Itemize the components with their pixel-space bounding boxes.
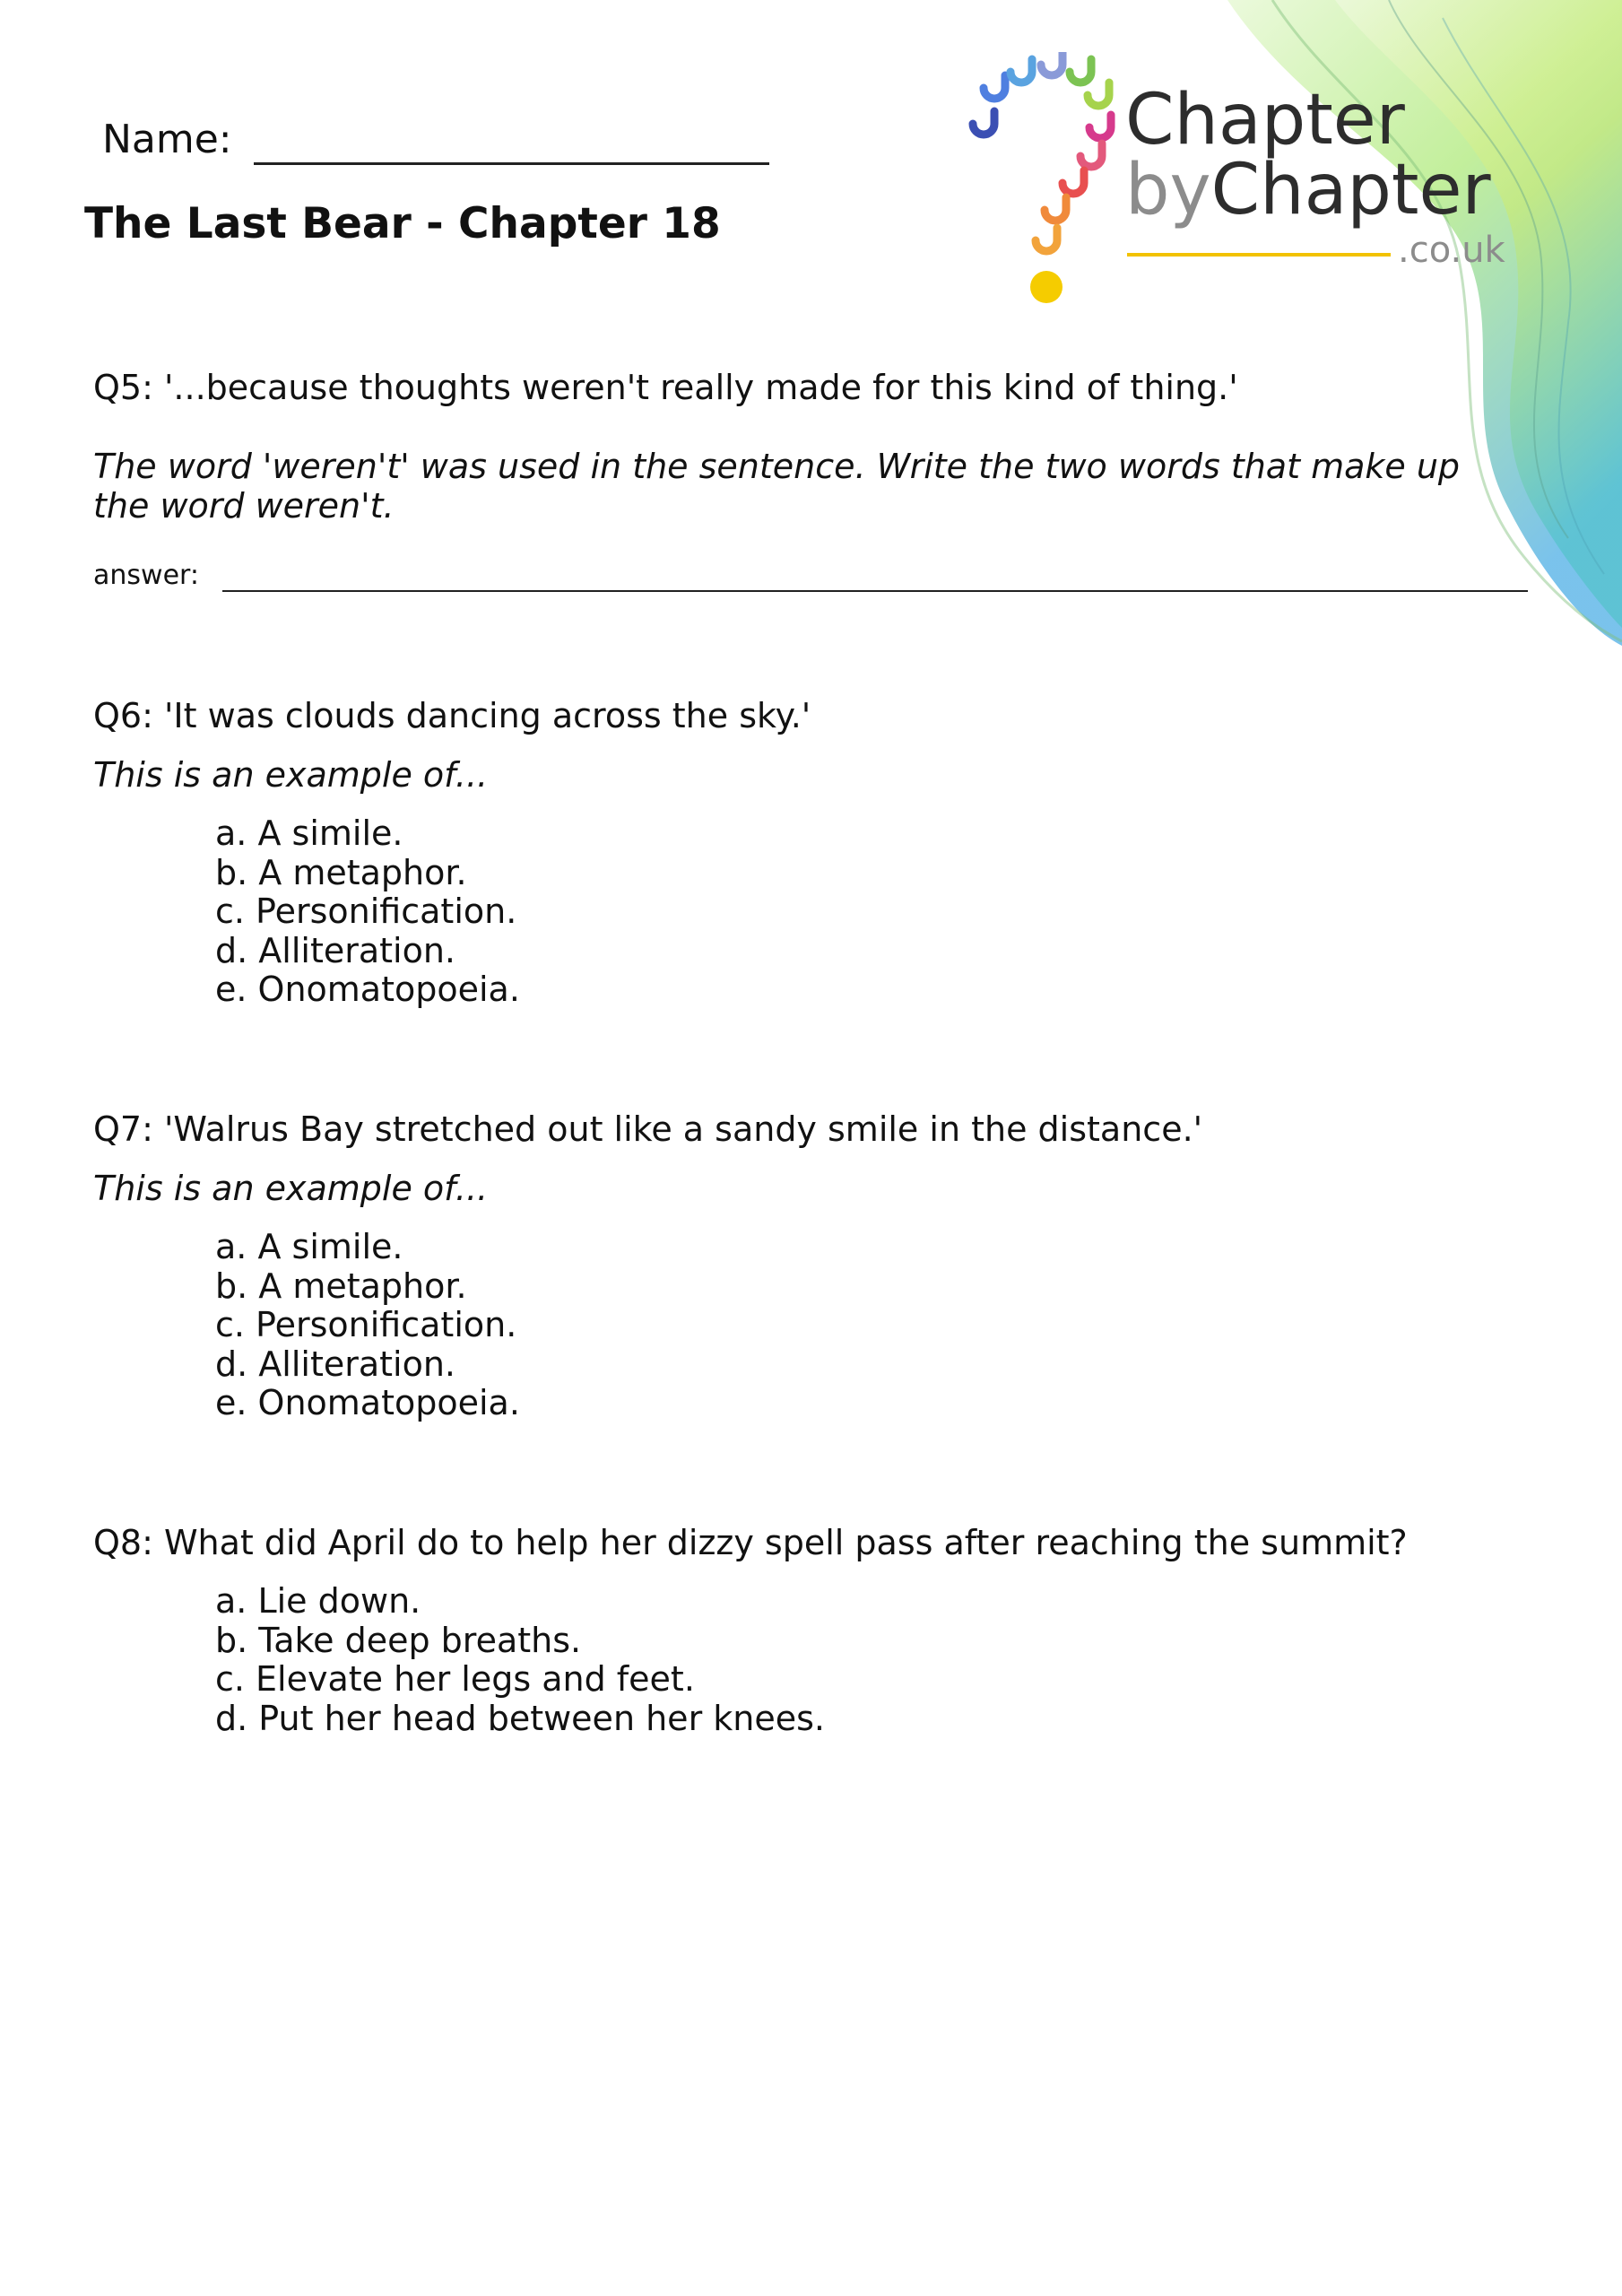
name-label: Name: [102, 117, 232, 162]
question-number: Q7: [93, 1109, 153, 1149]
question-6 [93, 696, 811, 735]
question-mark-books-icon [973, 52, 1111, 251]
question-5 [93, 368, 1238, 407]
logo-line2-main: Chapter [1210, 150, 1491, 230]
option-c[interactable]: c. Personification. [215, 1305, 517, 1344]
question-8-options [215, 1582, 825, 1738]
question-8 [93, 1523, 1408, 1562]
option-d[interactable]: d. Alliteration. [215, 1344, 456, 1384]
question-7-prompt: This is an example of... [93, 1169, 489, 1208]
question-text: 'It was clouds dancing across the sky.' [163, 696, 811, 735]
option-e[interactable]: e. Onomatopoeia. [215, 970, 520, 1009]
option-b[interactable]: b. Take deep breaths. [215, 1620, 582, 1660]
option-a[interactable]: a. A simile. [215, 1227, 403, 1266]
question-6-prompt: This is an example of... [93, 755, 489, 795]
question-7-options [215, 1228, 520, 1423]
svg-text:byChapter [1125, 150, 1491, 230]
question-5-prompt: The word 'weren't' was used in the sentence. Write the two words that make up the word weren't. [93, 447, 1461, 526]
option-e[interactable]: e. Onomatopoeia. [215, 1383, 520, 1422]
logo-line1: Chapter [1125, 80, 1405, 161]
question-7 [93, 1109, 1202, 1149]
logo-dot-icon [1030, 271, 1063, 303]
question-6-options [215, 814, 520, 1010]
question-number: Q8: [93, 1523, 153, 1562]
answer-row [93, 560, 1528, 592]
question-number: Q6: [93, 696, 153, 735]
name-field-row [102, 115, 769, 165]
logo-line2-prefix: by [1125, 150, 1211, 230]
question-text: What did April do to help her dizzy spell pass after reaching the summit? [163, 1523, 1408, 1562]
name-input-line[interactable] [254, 119, 769, 165]
answer-label: answer: [93, 560, 199, 591]
answer-input-line[interactable] [222, 567, 1528, 592]
question-text: 'Walrus Bay stretched out like a sandy smile in the distance.' [163, 1109, 1203, 1149]
logo-domain: .co.uk [1398, 230, 1505, 271]
option-d[interactable]: d. Alliteration. [215, 930, 456, 970]
option-a[interactable]: a. A simile. [215, 813, 403, 853]
option-c[interactable]: c. Elevate her legs and feet. [215, 1659, 695, 1699]
option-a[interactable]: a. Lie down. [215, 1581, 421, 1621]
worksheet-title: The Last Bear - Chapter 18 [84, 199, 721, 248]
question-number: Q5: [93, 368, 153, 407]
option-b[interactable]: b. A metaphor. [215, 1265, 467, 1306]
chapter-by-chapter-logo [964, 52, 1538, 312]
option-b[interactable]: b. A metaphor. [215, 852, 467, 892]
option-c[interactable]: c. Personification. [215, 891, 517, 931]
question-text: '...because thoughts weren't really made for this kind of thing.' [163, 368, 1238, 407]
option-d[interactable]: d. Put her head between her knees. [215, 1698, 825, 1738]
